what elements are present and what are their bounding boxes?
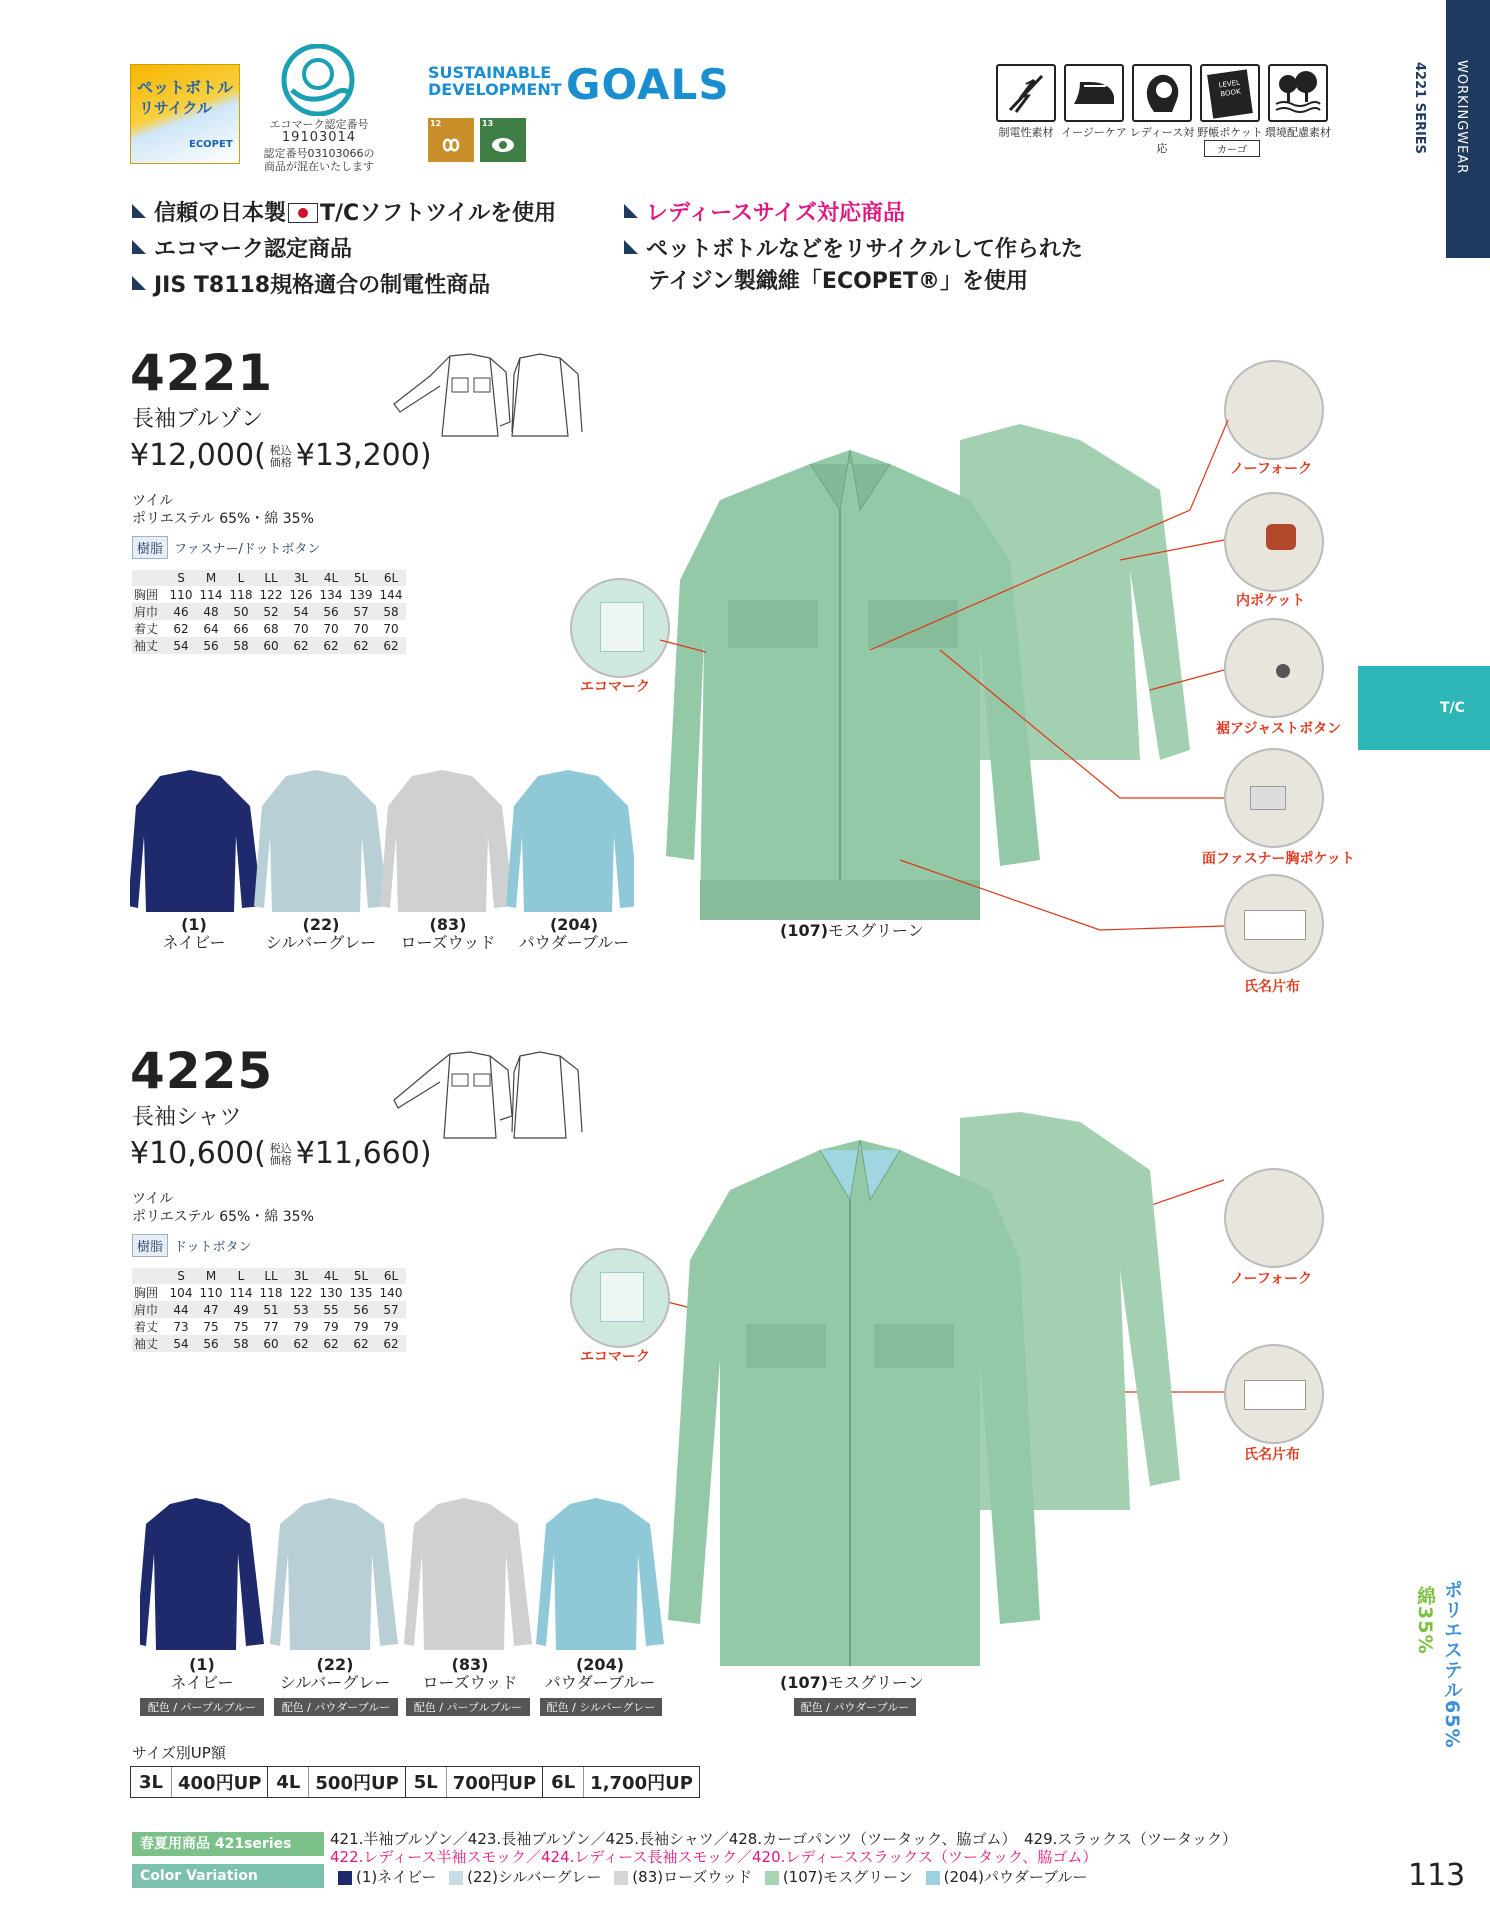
size-up-size: 6L: [543, 1767, 584, 1797]
color-name: シルバーグレー: [279, 1673, 391, 1692]
cell: 57: [376, 1301, 406, 1318]
sdg12-number: 12: [430, 119, 442, 128]
feature-sub-cargo: カーゴ: [1204, 140, 1260, 157]
main-color-name: モスグリーン: [828, 921, 924, 940]
cell: 62: [316, 1335, 346, 1352]
row-label: 着丈: [134, 622, 159, 636]
size-head: 3L: [286, 570, 316, 586]
sdg-line2: DEVELOPMENT: [428, 80, 562, 99]
cell: 52: [256, 603, 286, 620]
cell: 55: [316, 1301, 346, 1318]
size-head: 5L: [346, 570, 376, 586]
sdg13-number: 13: [482, 119, 494, 128]
spring-summer-tag: 春夏用商品 421series: [132, 1832, 324, 1856]
cell: 134: [319, 587, 343, 602]
size-head: 4L: [316, 570, 346, 586]
ecomark-detail-label: エコマーク: [580, 1349, 650, 1365]
cell: 54: [166, 637, 196, 654]
cell: 66: [233, 621, 249, 636]
footer-color: (83)ローズウッド: [632, 1868, 753, 1886]
color-code: (83): [451, 1655, 489, 1674]
price-tax: ¥11,660: [295, 1136, 420, 1171]
cell: 70: [293, 621, 309, 636]
bullet-b1-post: T/Cソフトツイルを使用: [320, 201, 557, 226]
size-head: 6L: [376, 570, 406, 586]
detail-circle-name-tag: [1224, 1344, 1324, 1444]
closure-tag: 樹脂: [132, 536, 168, 559]
main-color-sub: 配色 / パウダーブルー: [794, 1698, 916, 1716]
footer-color: (22)シルバーグレー: [467, 1868, 602, 1886]
color-name: パウダーブルー: [544, 1673, 656, 1692]
product-4225-main-color: [780, 1670, 924, 1693]
size-up-item: [131, 1767, 268, 1797]
cell: 50: [226, 603, 256, 620]
size-head: S: [166, 570, 196, 586]
color-code: (1): [189, 1655, 215, 1674]
level-book-text: LEVEL BOOK: [1218, 78, 1242, 99]
color-name: パウダーブルー: [518, 933, 630, 952]
detail-label: 氏名片布: [1244, 979, 1300, 995]
main-color-code: (107): [780, 1673, 829, 1692]
cell: 57: [346, 603, 376, 620]
feature-label-ladies: レディース対応: [1129, 126, 1195, 155]
cell: 62: [346, 1335, 376, 1352]
size-up-size: 5L: [406, 1767, 447, 1797]
size-up-item: [406, 1767, 543, 1797]
cell: 46: [166, 603, 196, 620]
cell: 118: [229, 587, 253, 602]
cell: 79: [383, 1319, 399, 1334]
size-head: S: [166, 1268, 196, 1284]
bullet-b4: レディースサイズ対応商品: [646, 201, 905, 226]
feature-label-notebook: 野帳ポケット: [1197, 126, 1263, 139]
cell: 110: [169, 587, 193, 602]
row-label: 胸囲: [134, 588, 159, 602]
color-chip: [338, 1871, 352, 1885]
color-code: (22): [316, 1655, 354, 1674]
cell: 135: [349, 1285, 373, 1300]
shirt-line-drawing: [390, 1050, 590, 1140]
size-head: L: [226, 1268, 256, 1284]
cell: 44: [166, 1301, 196, 1318]
price-tax: ¥13,200: [295, 438, 420, 473]
sdg-goals: GOALS: [566, 60, 730, 109]
product-4221-name: 長袖ブルゾン: [132, 407, 264, 432]
tax-label-1: 税込: [269, 1141, 292, 1155]
color-variation-tag: Color Variation: [132, 1864, 324, 1888]
cell: 62: [286, 637, 316, 654]
size-up-item: [543, 1767, 699, 1797]
product-4225-name: 長袖シャツ: [132, 1105, 242, 1130]
closure-value: ファスナー/ドットボタン: [174, 542, 321, 557]
cell: 114: [229, 1285, 253, 1300]
color-code: (22): [302, 915, 340, 934]
size-up-size: 4L: [268, 1767, 309, 1797]
row-label: 胸囲: [134, 1286, 159, 1300]
size-up-item: [268, 1767, 405, 1797]
cell: 144: [379, 587, 403, 602]
detail-label: 内ポケット: [1236, 593, 1306, 609]
cell: 77: [263, 1319, 279, 1334]
feature-label-easy-care: イージーケア: [1061, 126, 1127, 139]
color-label: [142, 1656, 262, 1692]
cell: 47: [196, 1301, 226, 1318]
bullet-ecopet-line2: テイジン製織維「ECOPET®」を使用: [648, 269, 1028, 294]
product-4225-model: 4225: [130, 1042, 274, 1100]
main-color-code: (107): [780, 921, 829, 940]
color-sub: 配色 / パープルブルー: [140, 1698, 264, 1716]
product-4225-price: ¥10,600( 税込 価格 ¥11,660): [130, 1136, 432, 1171]
detail-label: ノーフォーク: [1230, 1271, 1313, 1287]
cell: 64: [203, 621, 219, 636]
fabric-type: ツイル: [132, 493, 174, 509]
size-head: LL: [256, 1268, 286, 1284]
cell: 54: [286, 603, 316, 620]
tax-label-1: 税込: [269, 443, 292, 457]
row-label: 肩巾: [132, 603, 166, 620]
size-up-title: サイズ別UP額: [132, 1744, 226, 1762]
petbottle-brand: ECOPET: [189, 139, 233, 150]
color-chip: [449, 1871, 463, 1885]
price-base: ¥10,600: [130, 1136, 255, 1171]
size-up-size: 3L: [131, 1767, 172, 1797]
ecomark-detail-circle: [570, 1248, 670, 1348]
cell: 68: [263, 621, 279, 636]
cell: 139: [349, 587, 373, 602]
size-head: 3L: [286, 1268, 316, 1284]
cell: 60: [256, 637, 286, 654]
cell: 70: [353, 621, 369, 636]
material-cotton: 綿35%: [1414, 1586, 1436, 1655]
ecomark-cert-number: 19103014: [281, 130, 357, 145]
product-4221-price: ¥12,000( 税込 価格 ¥13,200): [130, 438, 432, 473]
cell: 53: [286, 1301, 316, 1318]
sdg-line1: SUSTAINABLE: [428, 63, 552, 82]
cell: 62: [286, 1335, 316, 1352]
size-up-amount: 700円UP: [452, 1773, 537, 1794]
bullet-b1-pre: 信頼の日本製: [154, 201, 287, 226]
cell: 104: [169, 1285, 193, 1300]
feature-label-antistatic: 制電性素材: [998, 126, 1054, 139]
size-head: M: [196, 570, 226, 586]
footer-line1: 421.半袖ブルゾン／423.長袖ブルゾン／425.長袖シャツ／428.カーゴパンツ（ツータック、脇ゴム） 429.スラックス（ツータック）: [330, 1830, 1237, 1848]
product-4225-color-swatches: [140, 1494, 670, 1660]
size-head: LL: [256, 570, 286, 586]
cell: 51: [256, 1301, 286, 1318]
cell: 49: [226, 1301, 256, 1318]
cell: 73: [173, 1319, 189, 1334]
color-code: (83): [429, 915, 467, 934]
table-row: [132, 1335, 406, 1352]
cell: 75: [233, 1319, 249, 1334]
cell: 79: [353, 1319, 369, 1334]
cell: 62: [173, 621, 189, 636]
color-sub: 配色 / パウダーブルー: [274, 1698, 398, 1716]
color-code: (204): [549, 915, 599, 934]
color-code: (204): [575, 1655, 625, 1674]
size-head: 4L: [316, 1268, 346, 1284]
cell: 126: [289, 587, 313, 602]
ecomark-cert-label: エコマーク認定番号: [269, 118, 369, 131]
cell: 75: [203, 1319, 219, 1334]
row-label: 肩巾: [132, 1301, 166, 1318]
ecomark-detail-label: エコマーク: [580, 679, 650, 695]
cell: 62: [346, 637, 376, 654]
footer-color: (1)ネイビー: [356, 1868, 437, 1886]
cell: 79: [323, 1319, 339, 1334]
product-4225-closure: [132, 1234, 252, 1257]
row-label: 袖丈: [132, 1335, 166, 1352]
table-row: [132, 1301, 406, 1318]
cell: 60: [256, 1335, 286, 1352]
petbottle-line1: ペットボトル: [137, 78, 234, 97]
cell: 79: [293, 1319, 309, 1334]
page-number: 113: [1408, 1858, 1466, 1893]
bullet-b3: JIS T8118規格適合の制電性商品: [154, 273, 491, 298]
cell: 56: [196, 1335, 226, 1352]
tax-label: [270, 1143, 292, 1167]
footer-colors: [330, 1866, 1088, 1887]
color-name: ローズウッド: [422, 1673, 518, 1692]
row-label: 着丈: [134, 1320, 159, 1334]
size-head: 5L: [346, 1268, 376, 1284]
fabric-type: ツイル: [132, 1191, 174, 1207]
tax-label-2: 価格: [269, 455, 292, 469]
color-chip: [614, 1871, 628, 1885]
color-name: シルバーグレー: [265, 933, 377, 952]
color-name: ネイビー: [170, 1673, 234, 1692]
cell: 56: [316, 603, 346, 620]
size-up-table: [130, 1766, 700, 1798]
color-name: ネイビー: [162, 933, 226, 952]
product-4225-fabric: [132, 1190, 314, 1226]
cell: 122: [259, 587, 283, 602]
color-chip: [765, 1871, 779, 1885]
ecomark-note-1: 認定番号03103066の: [263, 147, 375, 160]
size-head: M: [196, 1268, 226, 1284]
color-sub: 配色 / パープルブルー: [406, 1698, 530, 1716]
main-color-name: モスグリーン: [828, 1673, 924, 1692]
color-sub: 配色 / シルバーグレー: [540, 1698, 662, 1716]
product-4225-main-shirt: [660, 1110, 1180, 1666]
cell: 140: [379, 1285, 403, 1300]
size-head: L: [226, 570, 256, 586]
cell: 130: [319, 1285, 343, 1300]
petbottle-line2: リサイクル: [139, 99, 212, 117]
material-poly: ポリエステル65%: [1441, 1580, 1463, 1749]
cell: 48: [196, 603, 226, 620]
cell: 56: [346, 1301, 376, 1318]
table-row: [132, 1284, 406, 1301]
price-base: ¥12,000: [130, 438, 255, 473]
cell: 122: [289, 1285, 313, 1300]
color-code: (1): [181, 915, 207, 934]
cell: 70: [323, 621, 339, 636]
series-label: 4221 SERIES: [1412, 62, 1427, 155]
size-up-amount: 1,700円UP: [590, 1773, 693, 1794]
cell: 56: [196, 637, 226, 654]
color-chip: [926, 1871, 940, 1885]
footer-line2: 422.レディース半袖スモック／424.レディース長袖スモック／420.レディーススラックス（ツータック、脇ゴム）: [330, 1848, 1098, 1866]
color-name: ローズウッド: [400, 933, 496, 952]
bullet-b2: エコマーク認定商品: [154, 237, 353, 262]
product-4225-size-table: [132, 1268, 406, 1352]
size-up-amount: 500円UP: [315, 1773, 399, 1794]
color-label: [272, 1656, 398, 1692]
footer-color: (107)モスグリーン: [782, 1868, 913, 1886]
ecomark-note-2: 商品が混在いたします: [264, 160, 374, 173]
color-label: [408, 1656, 532, 1692]
closure-value: ドットボタン: [174, 1240, 252, 1255]
table-row: [132, 1318, 406, 1335]
detail-label: 裾アジャストボタン: [1216, 721, 1342, 737]
color-label: [538, 1656, 662, 1692]
tc-tab: T/C: [1358, 666, 1490, 750]
cell: 62: [376, 637, 406, 654]
fabric-mix: ポリエステル 65%・綿 35%: [132, 511, 314, 527]
row-label: 袖丈: [132, 637, 166, 654]
detail-label: 氏名片布: [1244, 1447, 1300, 1463]
size-up-amount: 400円UP: [178, 1773, 262, 1794]
detail-label: ノーフォーク: [1230, 461, 1313, 477]
cell: 62: [316, 637, 346, 654]
workingwear-tab-label: WORKINGWEAR: [1454, 60, 1469, 175]
bullet-b5-1: ペットボトルなどをリサイクルして作られた: [646, 237, 1083, 262]
detail-label: 面ファスナー胸ポケット: [1202, 851, 1355, 867]
feature-label-eco: 環境配慮素材: [1265, 126, 1331, 139]
cell: 58: [226, 1335, 256, 1352]
cell: 62: [376, 1335, 406, 1352]
size-head: 6L: [376, 1268, 406, 1284]
cell: 54: [166, 1335, 196, 1352]
fabric-mix: ポリエステル 65%・綿 35%: [132, 1209, 314, 1225]
footer-color: (204)パウダーブルー: [943, 1868, 1088, 1886]
cell: 118: [259, 1285, 283, 1300]
cell: 110: [199, 1285, 223, 1300]
cell: 58: [226, 637, 256, 654]
product-4221-model: 4221: [130, 344, 274, 402]
detail-circle-norfolk: [1224, 1168, 1324, 1268]
cell: 70: [383, 621, 399, 636]
cell: 58: [376, 603, 406, 620]
tax-label-2: 価格: [269, 1153, 292, 1167]
cell: 114: [199, 587, 223, 602]
closure-tag: 樹脂: [132, 1234, 168, 1257]
